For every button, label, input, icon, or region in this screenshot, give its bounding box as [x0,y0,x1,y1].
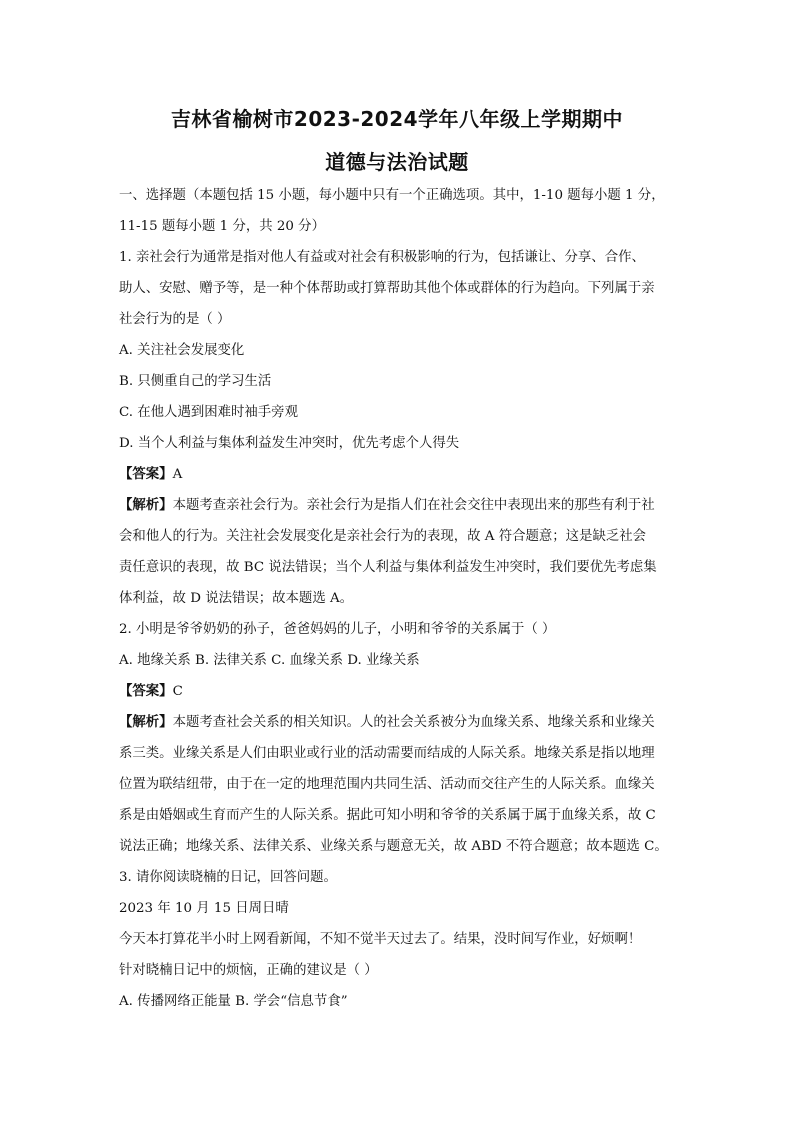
q2-analysis-tag: 【解析】 [119,715,173,730]
q1-answer-tag: 【答案】 [119,467,173,482]
q1-analysis-line-1 [119,496,655,516]
q1-option-d: D. 当个人利益与集体利益发生冲突时，优先考虑个人得失 [119,436,460,451]
q1-stem-line-2: 助人、安慰、赠予等，是一种个体帮助或打算帮助其他个体或群体的行为趋向。下列属于亲 [119,281,655,296]
q3-stem: 3. 请你阅读晓楠的日记，回答问题。 [119,870,337,885]
q1-option-b: B. 只侧重自己的学习生活 [119,374,272,389]
q2-options: A. 地缘关系 B. 法律关系 C. 血缘关系 D. 业缘关系 [119,653,420,668]
q1-option-c: C. 在他人遇到困难时袖手旁观 [119,405,298,420]
q2-answer-tag: 【答案】 [119,684,173,699]
q1-stem-line-3: 社会行为的是（ ） [119,312,231,327]
q2-analysis-line-4: 系是由婚姻或生育而产生的人际关系。据此可知小明和爷爷的关系属于属于血缘关系，故 C [119,808,656,823]
q1-analysis-text-1: 本题考查亲社会行为。亲社会行为是指人们在社会交往中表现出来的那些有利于社 [172,498,655,513]
q3-options: A. 传播网络正能量 B. 学会“信息节食” [119,994,348,1009]
q2-answer [119,682,183,702]
q2-analysis-line-2: 系三类。业缘关系是人们由职业或行业的活动需要而结成的人际关系。地缘关系是指以地理 [119,746,655,761]
q1-answer [119,465,182,485]
q3-diary-date: 2023 年 10 月 15 日周日晴 [119,901,289,916]
q1-analysis-line-2: 会和他人的行为。关注社会发展变化是亲社会行为的表现，故 A 符合题意；这是缺乏社会 [119,529,647,544]
q2-answer-value: C [172,684,183,699]
q2-analysis-line-1 [119,713,655,733]
section-heading-line-2: 11-15 题每小题 1 分，共 20 分） [119,219,325,234]
page-subtitle: 道德与法治试题 [325,150,469,174]
section-heading-line-1: 一、选择题（本题包括 15 小题，每小题中只有一个正确选项。其中，1-10 题每小题 1 分， [119,188,665,203]
q1-analysis-tag: 【解析】 [119,498,173,513]
q2-analysis-line-5: 说法正确；地缘关系、法律关系、业缘关系与题意无关，故 ABD 不符合题意；故本题选 C。 [119,839,668,854]
page-title: 吉林省榆树市2023-2024学年八年级上学期期中 [170,107,624,131]
q3-question: 针对晓楠日记中的烦恼，正确的建议是（ ） [119,963,378,978]
q1-analysis-line-3: 责任意识的表现，故 BC 说法错误；当个人利益与集体利益发生冲突时，我们要优先考虑集 [119,560,657,575]
q1-stem-line-1: 1. 亲社会行为通常是指对他人有益或对社会有积极影响的行为，包括谦让、分享、合作、 [119,250,645,265]
q2-analysis-text-1: 本题考查社会关系的相关知识。人的社会关系被分为血缘关系、地缘关系和业缘关 [172,715,655,730]
q1-answer-value: A [172,467,183,482]
q1-option-a: A. 关注社会发展变化 [119,343,245,358]
q1-analysis-line-4: 体利益，故 D 说法错误；故本题选 A。 [119,591,354,606]
q3-diary-text: 今天本打算花半小时上网看新闻，不知不觉半天过去了。结果，没时间写作业，好烦啊！ [119,932,642,947]
q2-stem: 2. 小明是爷爷奶奶的孙子，爸爸妈妈的儿子，小明和爷爷的关系属于（ ） [119,622,556,637]
q2-analysis-line-3: 位置为联结纽带，由于在一定的地理范围内共同生活、活动而交往产生的人际关系。血缘关 [119,777,655,792]
